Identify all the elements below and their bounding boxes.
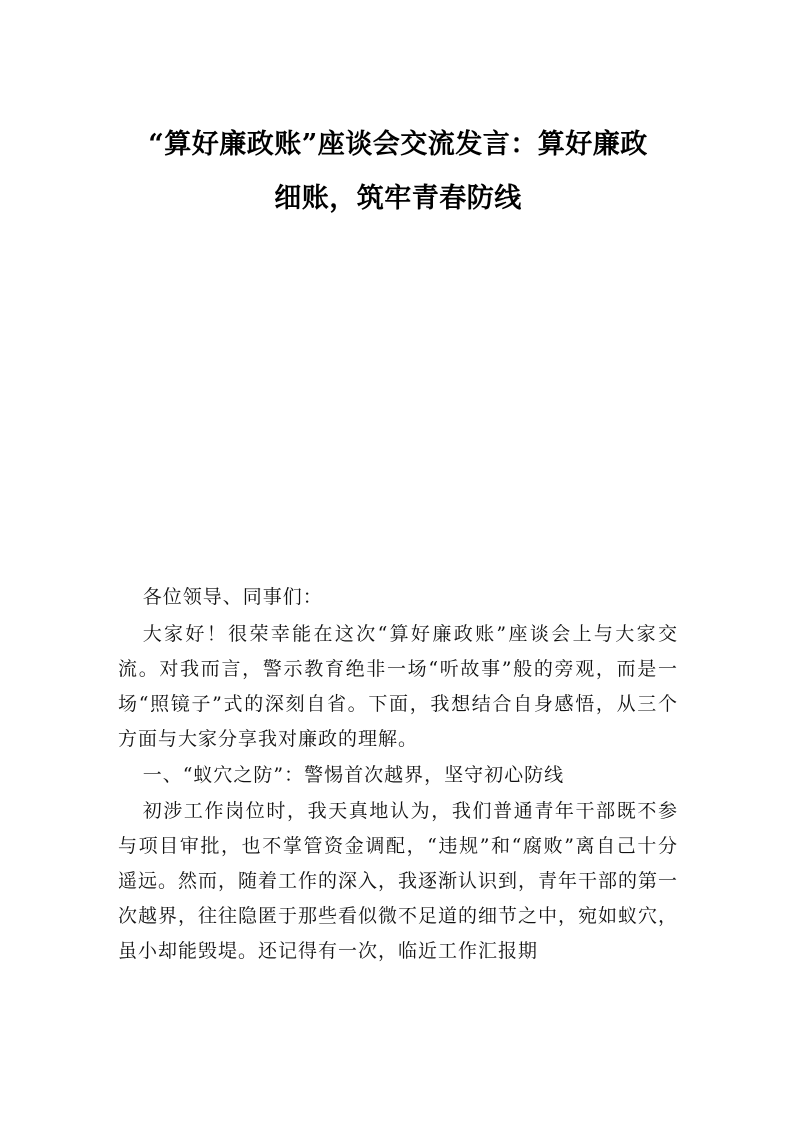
document-title [118, 118, 678, 226]
salutation-paragraph: 各位领导、同事们： [142, 586, 323, 608]
section-1-paragraph: 初涉工作岗位时，我天真地认为，我们普通青年干部既不参与项目审批，也不掌管资金调配，“违规”和“腐败”离自己十分遥远。然而，随着工作的深入，我逐渐认识到，青年干部的第一次越界，往往隐匿于那些看似微不足道的细节之中，宛如蚁穴，虽小却能毁堤。还记得有一次，临近工作汇报期 [118, 800, 679, 962]
title-line-1: “算好廉政账”座谈会交流发言：算好廉政 [148, 129, 648, 160]
document-body [118, 578, 678, 969]
opening-paragraph: 大家好！很荣幸能在这次“算好廉政账”座谈会上与大家交流。对我而言，警示教育绝非一场“听故事”般的旁观，而是一场“照镜子”式的深刻自省。下面，我想结合自身感悟，从三个方面与大家分享我对廉政的理解。 [118, 623, 678, 750]
title-line-2: 细账，筑牢青春防线 [274, 183, 522, 214]
section-heading-1: 一、“蚁穴之防”：警惕首次越界，坚守初心防线 [142, 764, 565, 786]
